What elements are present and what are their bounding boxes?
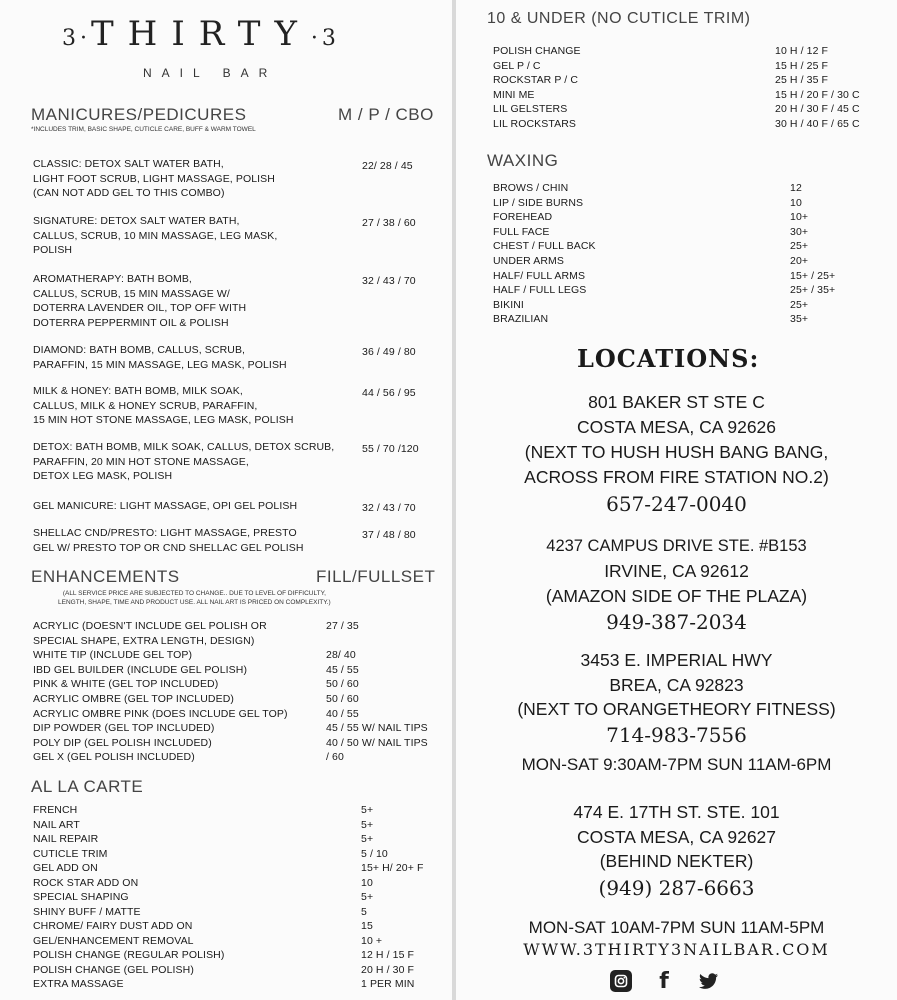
location-address-line: (BEHIND NEKTER) — [599, 851, 754, 871]
service-price: 45 / 55 — [326, 663, 359, 676]
service-price: 10 — [361, 876, 373, 889]
service-name: LIL GELSTERS — [493, 103, 568, 116]
brand-logo-main: THIRTY — [91, 14, 311, 54]
service-name: ACRYLIC OMBRE (GEL TOP INCLUDED) — [33, 693, 234, 705]
service-price: 32 / 43 / 70 — [362, 502, 416, 514]
service-description-line: 15 MIN HOT STONE MASSAGE, LEG MASK, POLISH — [33, 414, 294, 426]
service-price: 1 PER MIN — [361, 978, 415, 990]
service-description-line: PARAFFIN, 20 MIN HOT STONE MASSAGE, — [33, 455, 249, 468]
service-price: 15 — [361, 920, 373, 932]
kids-heading: 10 & UNDER (NO CUTICLE TRIM) — [487, 10, 751, 27]
service-price: 50 / 60 — [326, 678, 359, 691]
service-description-line: (CAN NOT ADD GEL TO THIS COMBO) — [33, 187, 225, 199]
service-name: SPECIAL SHAPE, EXTRA LENGTH, DESIGN) — [33, 634, 255, 647]
service-price: / 60 — [326, 751, 344, 764]
service-price: 5 / 10 — [361, 847, 388, 860]
service-price: 22/ 28 / 45 — [362, 160, 413, 172]
service-description-line: DETOX LEG MASK, POLISH — [33, 470, 173, 482]
service-name: CUTICLE TRIM — [33, 847, 108, 860]
service-description-line: GEL MANICURE: LIGHT MASSAGE, OPI GEL POLISH — [33, 500, 298, 512]
service-price: 12 — [790, 182, 802, 194]
service-name: EXTRA MASSAGE — [33, 978, 124, 990]
enhancements-note-line: LENGTH, SHAPE, TIME AND PRODUCT USE. ALL NAIL ART IS PRICED ON COMPLEXITY.) — [58, 598, 331, 606]
service-price: 15+ H/ 20+ F — [361, 862, 424, 874]
hours-line: MON-SAT 9:30AM-7PM SUN 11AM-6PM — [521, 755, 832, 774]
service-price: 28/ 40 — [326, 649, 356, 662]
location-address-line: 474 E. 17TH ST. STE. 101 — [573, 802, 780, 822]
location-address-line: ACROSS FROM FIRE STATION NO.2) — [524, 467, 829, 487]
service-price: 25+ / 35+ — [790, 284, 836, 297]
service-name: ACRYLIC OMBRE PINK (DOES INCLUDE GEL TOP) — [33, 707, 288, 720]
service-description-line: DOTERRA LAVENDER OIL, TOP OFF WITH — [33, 302, 247, 314]
service-name: NAIL REPAIR — [33, 833, 99, 845]
locations-heading: LOCATIONS: — [577, 344, 760, 373]
enhancements-heading: ENHANCEMENTS — [31, 567, 180, 586]
service-name: DIP POWDER (GEL TOP INCLUDED) — [33, 722, 215, 735]
service-price: 5 — [361, 905, 367, 918]
service-description-line: DIAMOND: BATH BOMB, CALLUS, SCRUB, — [33, 344, 246, 356]
service-price: 10 + — [361, 934, 383, 947]
location-address-line: (AMAZON SIDE OF THE PLAZA) — [545, 586, 808, 606]
enhancements-note — [58, 590, 331, 607]
service-name: GEL ADD ON — [33, 862, 98, 874]
service-description-line: CALLUS, SCRUB, 10 MIN MASSAGE, LEG MASK, — [33, 229, 278, 242]
service-description-line: DOTERRA PEPPERMINT OIL & POLISH — [33, 316, 229, 329]
location-address-line: 801 BAKER ST STE C — [588, 392, 765, 412]
service-price: 50 / 60 — [326, 693, 359, 705]
service-price: 20+ — [790, 255, 809, 267]
service-description-line: DETOX: BATH BOMB, MILK SOAK, CALLUS, DETOX SCRUB, — [33, 441, 335, 453]
location-address-line: 4237 CAMPUS DRIVE STE. #B153 — [546, 537, 807, 555]
service-description-line: CALLUS, MILK & HONEY SCRUB, PARAFFIN, — [33, 399, 258, 412]
service-name: MINI ME — [493, 88, 535, 101]
service-price: 55 / 70 /120 — [362, 443, 419, 455]
location-address-line: 3453 E. IMPERIAL HWY — [580, 650, 773, 670]
service-price: 10+ — [790, 211, 809, 224]
location-address-line: COSTA MESA, CA 92626 — [576, 417, 777, 437]
service-name: GEL P / C — [493, 59, 541, 72]
facebook-icon[interactable]: f — [659, 968, 669, 994]
service-price: 35+ — [790, 313, 809, 326]
location-address-line: BREA, CA 92823 — [609, 675, 744, 695]
service-name: GEL/ENHANCEMENT REMOVAL — [33, 934, 194, 947]
service-price: 37 / 48 / 80 — [362, 529, 416, 541]
service-price: 5+ — [361, 833, 374, 845]
service-name: NAIL ART — [33, 818, 80, 831]
menu-right-column — [456, 0, 897, 1000]
hours-line: MON-SAT 10AM-7PM SUN 11AM-5PM — [528, 918, 825, 937]
service-description-line: CALLUS, SCRUB, 15 MIN MASSAGE W/ — [33, 287, 230, 300]
brand-logo-left: 3· — [62, 26, 91, 51]
service-name: SPECIAL SHAPING — [33, 891, 129, 903]
service-name: FRENCH — [33, 804, 78, 816]
instagram-icon-glyph — [614, 974, 628, 988]
service-price: 44 / 56 / 95 — [362, 387, 416, 399]
service-price: 36 / 49 / 80 — [362, 346, 416, 358]
service-name: IBD GEL BUILDER (INCLUDE GEL POLISH) — [33, 663, 248, 676]
service-price: 15 H / 25 F — [775, 59, 829, 72]
service-name: ACRYLIC (DOESN'T INCLUDE GEL POLISH OR — [33, 620, 267, 632]
service-name: POLISH CHANGE — [493, 45, 581, 57]
service-name: POLY DIP (GEL POLISH INCLUDED) — [33, 736, 212, 749]
service-name: CHEST / FULL BACK — [493, 240, 596, 253]
service-price: 15+ / 25+ — [790, 269, 836, 282]
service-name: LIP / SIDE BURNS — [493, 196, 584, 209]
service-description-line: LIGHT FOOT SCRUB, LIGHT MASSAGE, POLISH — [33, 172, 275, 185]
location-phone[interactable]: (949) 287-6663 — [598, 876, 755, 900]
service-name: LIL ROCKSTARS — [493, 118, 576, 130]
location-phone[interactable]: 657-247-0040 — [606, 492, 747, 516]
enhancements-note-line: (ALL SERVICE PRICE ARE SUBJECTED TO CHANGE.. DUE TO LEVEL OF DIFFICULTY, — [62, 590, 326, 597]
service-description-line: GEL W/ PRESTO TOP OR CND SHELLAC GEL POLISH — [33, 541, 304, 554]
brand-logo — [62, 14, 340, 54]
service-description-line: MILK & HONEY: BATH BOMB, MILK SOAK, — [33, 385, 243, 397]
service-price: 32 / 43 / 70 — [362, 275, 416, 287]
service-price: 25+ — [790, 240, 809, 253]
twitter-icon[interactable] — [698, 970, 720, 992]
service-price: 10 H / 12 F — [775, 45, 829, 57]
service-price: 27 / 38 / 60 — [362, 217, 416, 229]
website-link[interactable]: WWW.3THIRTY3NAILBAR.COM — [523, 940, 830, 959]
service-price: 20 H / 30 F / 45 C — [775, 103, 860, 116]
service-price: 10 — [790, 196, 802, 209]
location-address-line: COSTA MESA, CA 92627 — [576, 827, 777, 847]
service-price: 5+ — [361, 891, 374, 903]
service-description-line: CLASSIC: DETOX SALT WATER BATH, — [33, 158, 224, 170]
service-description-line: SIGNATURE: DETOX SALT WATER BATH, — [33, 215, 240, 227]
service-name: PINK & WHITE (GEL TOP INCLUDED) — [33, 678, 219, 691]
service-name: FULL FACE — [493, 225, 550, 238]
service-price: 20 H / 30 F — [361, 963, 415, 976]
service-name: WHITE TIP (INCLUDE GEL TOP) — [33, 649, 193, 662]
service-name: BRAZILIAN — [493, 313, 549, 326]
location-address-line: (NEXT TO HUSH HUSH BANG BANG, — [524, 442, 829, 462]
enhancements-price-header: FILL/FULLSET — [316, 567, 436, 586]
service-description-line: SHELLAC CND/PRESTO: LIGHT MASSAGE, PRESTO — [33, 527, 297, 539]
service-price: 5+ — [361, 804, 374, 816]
service-name: POLISH CHANGE (REGULAR POLISH) — [33, 949, 225, 961]
manicures-price-header: M / P / CBO — [338, 105, 434, 124]
location-address-line: (NEXT TO ORANGETHEORY FITNESS) — [517, 699, 836, 719]
service-price: 25+ — [790, 298, 809, 311]
service-name: FOREHEAD — [493, 211, 553, 224]
service-name: UNDER ARMS — [493, 255, 565, 267]
alacarte-heading: AL LA CARTE — [31, 777, 144, 796]
service-description-line: PARAFFIN, 15 MIN MASSAGE, LEG MASK, POLISH — [33, 358, 287, 371]
service-price: 40 / 50 W/ NAIL TIPS — [326, 736, 428, 749]
service-price: 5+ — [361, 818, 374, 831]
service-name: SHINY BUFF / MATTE — [33, 905, 141, 918]
service-price: 25 H / 35 F — [775, 74, 829, 87]
service-name: ROCK STAR ADD ON — [33, 876, 139, 889]
manicures-note: *INCLUDES TRIM, BASIC SHAPE, CUTICLE CARE, BUFF & WARM TOWEL — [31, 126, 256, 133]
service-name: GEL X (GEL POLISH INCLUDED) — [33, 751, 195, 764]
service-description-line: POLISH — [33, 244, 73, 256]
service-name: HALF / FULL LEGS — [493, 284, 587, 297]
manicures-heading: MANICURES/PEDICURES — [31, 105, 247, 124]
waxing-heading: WAXING — [487, 151, 559, 170]
location-phone[interactable]: 949-387-2034 — [606, 610, 747, 634]
service-price: 45 / 55 W/ NAIL TIPS — [326, 722, 428, 735]
location-phone[interactable]: 714-983-7556 — [606, 723, 747, 747]
service-price: 27 / 35 — [326, 620, 359, 632]
service-price: 12 H / 15 F — [361, 949, 415, 961]
service-description-line: AROMATHERAPY: BATH BOMB, — [33, 273, 192, 285]
service-name: HALF/ FULL ARMS — [493, 269, 586, 282]
service-name: CHROME/ FAIRY DUST ADD ON — [33, 920, 193, 932]
service-price: 40 / 55 — [326, 707, 359, 720]
brand-subtitle: NAIL BAR — [143, 66, 278, 80]
service-name: ROCKSTAR P / C — [493, 74, 579, 87]
service-name: POLISH CHANGE (GEL POLISH) — [33, 963, 194, 976]
location-address-line: IRVINE, CA 92612 — [604, 561, 749, 581]
service-price: 15 H / 20 F / 30 C — [775, 88, 860, 101]
service-name: BIKINI — [493, 298, 524, 311]
twitter-icon-glyph — [699, 973, 719, 990]
service-price: 30+ — [790, 225, 809, 238]
service-name: BROWS / CHIN — [493, 182, 569, 194]
service-price: 30 H / 40 F / 65 C — [775, 118, 860, 130]
brand-logo-right: ·3 — [310, 26, 340, 51]
instagram-icon[interactable] — [610, 970, 632, 992]
